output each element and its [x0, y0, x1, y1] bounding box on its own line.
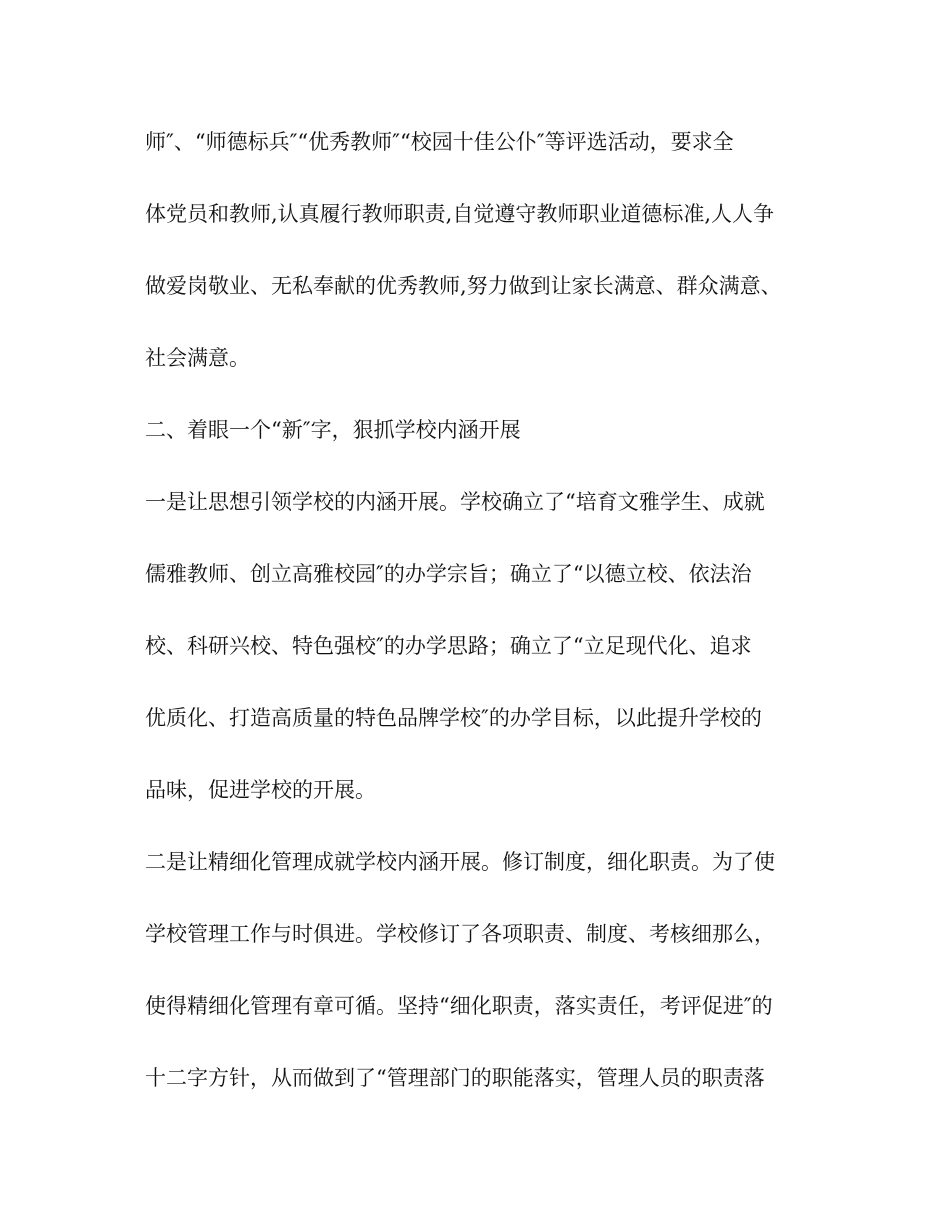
- text-line-11: 二是让精细化管理成就学校内涵开展。修订制度，细化职责。为了使: [145, 850, 775, 874]
- text-line-14: 十二字方针，从而做到了“管理部门的职能落实，管理人员的职责落: [145, 1066, 765, 1090]
- text-line-4: 社会满意。: [145, 346, 250, 370]
- text-line-7: 儒雅教师、创立高雅校园″的办学宗旨；确立了“以德立校、依法治: [145, 562, 752, 586]
- text-line-10: 品味，促进学校的开展。: [145, 778, 376, 802]
- text-line-12: 学校管理工作与时俱进。学校修订了各项职责、制度、考核细那么，: [145, 922, 775, 946]
- text-line-3: 做爱岗敬业、无私奉献的优秀教师,努力做到让家长满意、群众满意、: [145, 274, 782, 298]
- text-line-1: 师″、“师德标兵″“优秀教师″“校园十佳公仆″等评选活动，要求全: [145, 130, 734, 154]
- text-line-6: 一是让思想引领学校的内涵开展。学校确立了“培育文雅学生、成就: [145, 490, 765, 514]
- text-line-8: 校、科研兴校、特色强校″的办学思路；确立了“立足现代化、追求: [145, 634, 752, 658]
- text-line-9: 优质化、打造高质量的特色品牌学校″的办学目标，以此提升学校的: [145, 706, 762, 730]
- text-line-13: 使得精细化管理有章可循。坚持“细化职责，落实责任，考评促进″的: [145, 994, 773, 1018]
- section-heading: 二、着眼一个“新″字，狠抓学校内涵开展: [145, 418, 521, 442]
- text-line-2: 体党员和教师,认真履行教师职责,自觉遵守教师职业道德标准,人人争: [145, 202, 775, 226]
